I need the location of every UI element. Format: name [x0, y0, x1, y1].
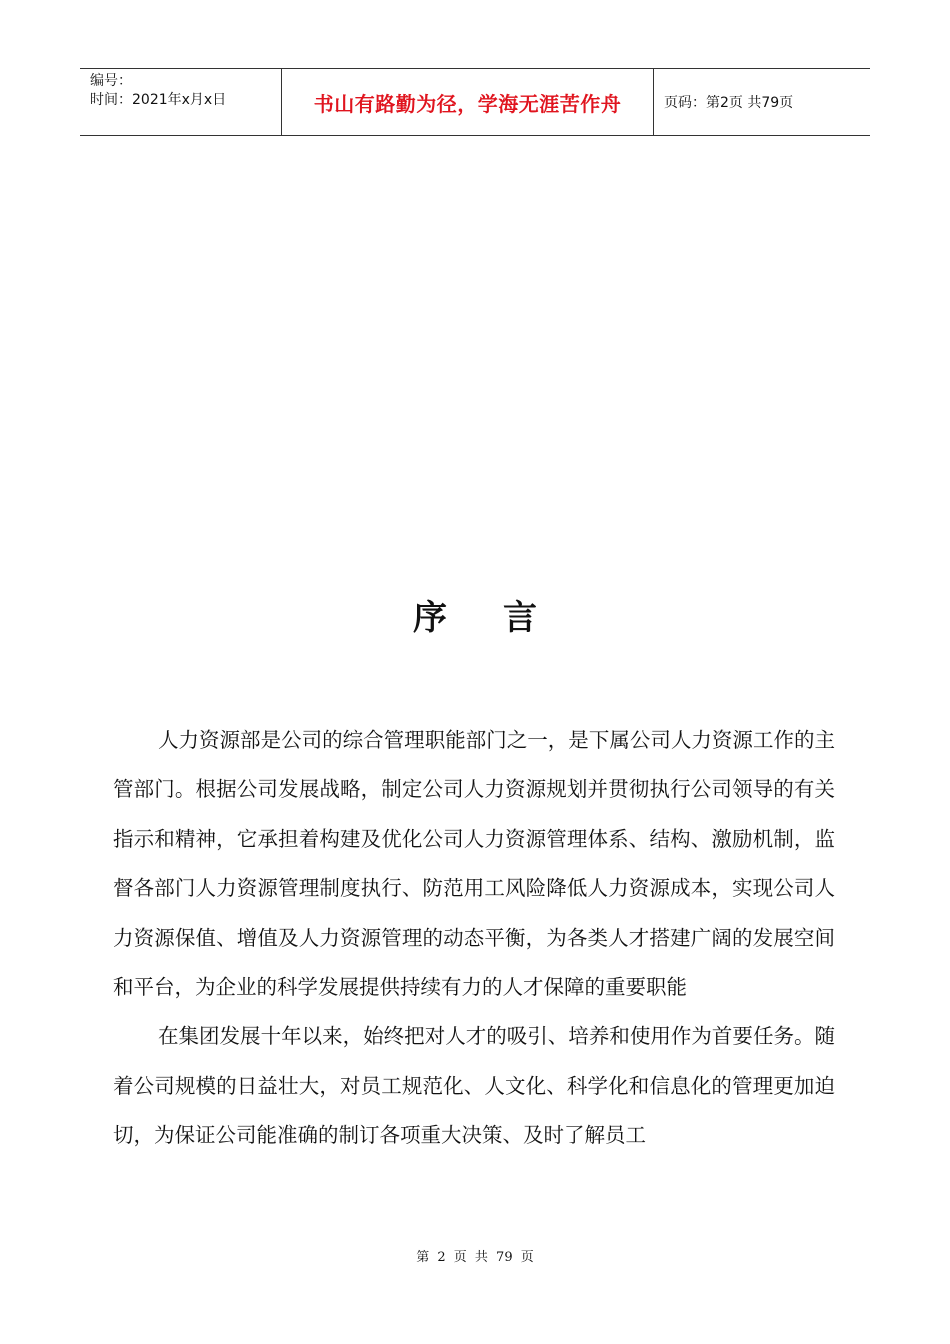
header-page-cell — [654, 69, 870, 135]
document-title: 序言 — [413, 598, 593, 638]
header-meta-cell — [80, 69, 282, 135]
date-line: 时间：2021年x月x日 — [90, 92, 227, 108]
page-footer: 第 2 页 共 79 页 — [416, 1250, 534, 1265]
document-header — [80, 68, 870, 136]
paragraph: 人力资源部是公司的综合管理职能部门之一，是下属公司人力资源工作的主管部门。根据公司发展战略，制定公司人力资源规划并贯彻执行公司领导的有关指示和精神，它承担着构建及优化公司人力资源管理体系、结构、激励机制，监督各部门人力资源管理制度执行、防范用工风险降低人力资源成本，实现公司人力资源保值、增值及人力资源管理的动态平衡，为各类人才搭建广阔的发展空间和平台，为企业的科学发展提供持续有力的人才保障的重要职能 — [113, 728, 835, 1000]
page-info: 页码：第2页 共79页 — [664, 95, 794, 111]
paragraph: 在集团发展十年以来，始终把对人才的吸引、培养和使用作为首要任务。随着公司规模的日益壮大，对员工规范化、人文化、科学化和信息化的管理更加迫切，为保证公司能准确的制订各项重大决策、及时了解员工 — [113, 1024, 835, 1148]
header-motto-cell — [282, 69, 654, 135]
number-label: 编号： — [90, 73, 132, 89]
motto-text: 书山有路勤为径，学海无涯苦作舟 — [313, 91, 622, 116]
document-body — [113, 716, 835, 1161]
